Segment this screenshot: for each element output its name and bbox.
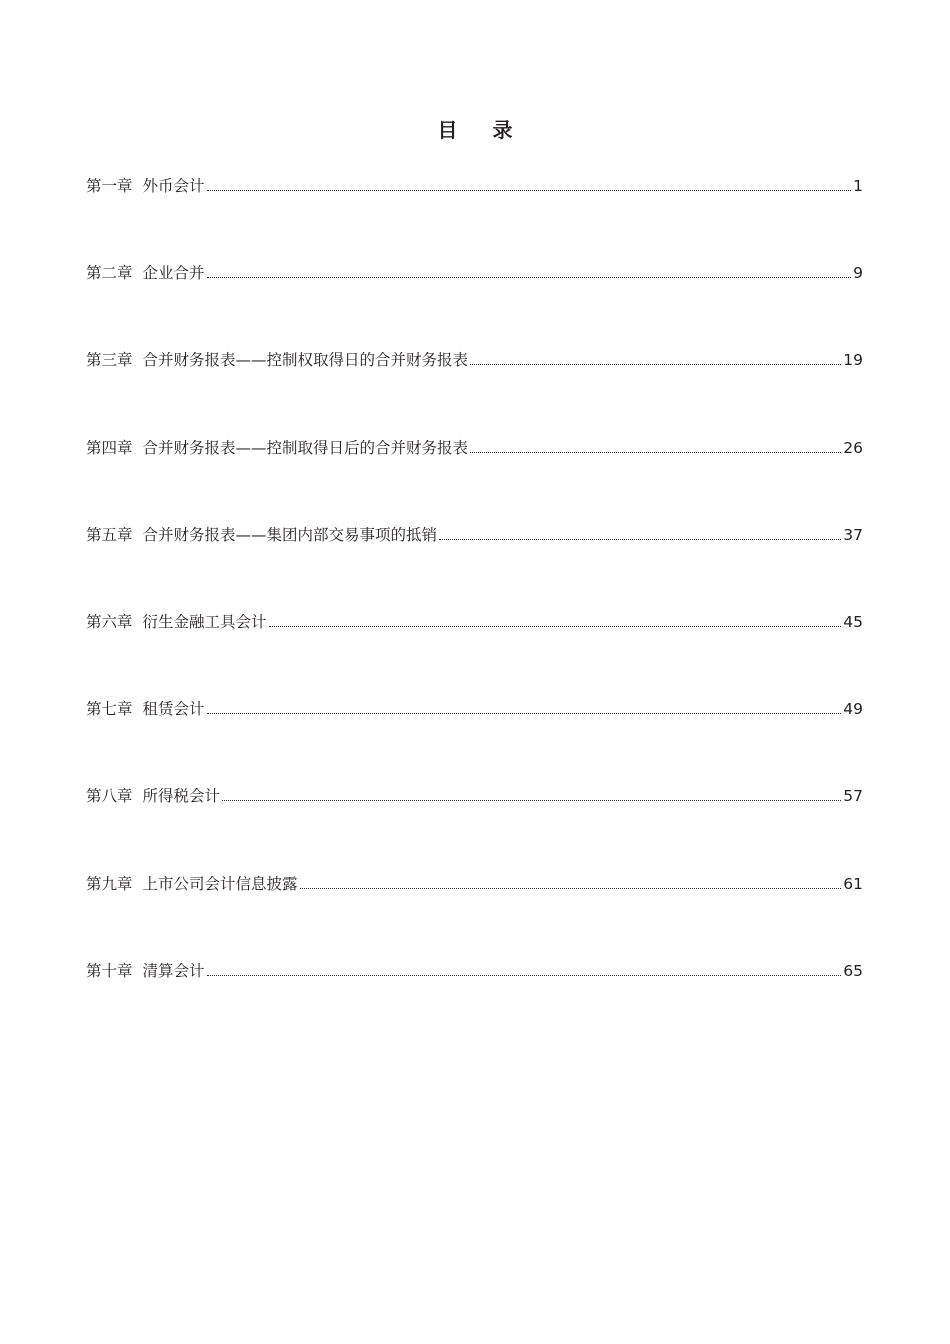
page-number: 9 [853,264,863,283]
table-of-contents [86,172,863,1044]
toc-entry[interactable] [86,259,863,287]
page-number: 65 [843,961,863,980]
dot-leader [269,626,842,627]
chapter-title: 合并财务报表——控制取得日后的合并财务报表 [142,438,469,457]
toc-entry[interactable] [86,695,863,723]
page-number: 19 [843,351,863,370]
chapter-number: 第六章 [86,612,133,631]
dot-leader [470,364,841,365]
chapter-title: 企业合并 [142,264,205,283]
page-number: 57 [843,787,863,806]
chapter-number: 第五章 [86,525,133,544]
dot-leader [222,800,841,801]
dot-leader [207,975,842,976]
chapter-number: 第七章 [86,700,133,719]
dot-leader [207,713,842,714]
chapter-number: 第八章 [86,787,133,806]
chapter-title: 租赁会计 [142,700,205,719]
toc-entry[interactable] [86,346,863,374]
page-number: 45 [843,612,863,631]
chapter-number: 第九章 [86,874,133,893]
chapter-title: 外币会计 [142,177,205,195]
chapter-title: 合并财务报表——集团内部交易事项的抵销 [142,525,438,544]
chapter-title: 合并财务报表——控制权取得日的合并财务报表 [142,351,469,370]
page-number: 61 [843,874,863,893]
chapter-number: 第四章 [86,438,133,457]
toc-entry[interactable] [86,521,863,549]
dot-leader [207,277,852,278]
chapter-title: 衍生金融工具会计 [142,612,267,631]
toc-entry[interactable] [86,172,863,200]
chapter-number: 第三章 [86,351,133,370]
dot-leader [300,888,842,889]
page-title: 目 录 [437,118,527,142]
chapter-number: 第十章 [86,961,133,980]
toc-entry[interactable] [86,434,863,462]
page-number: 37 [843,525,863,544]
page-number: 49 [843,700,863,719]
chapter-number: 第二章 [86,264,133,283]
chapter-number: 第一章 [86,177,133,195]
toc-entry[interactable] [86,782,863,810]
dot-leader [207,190,852,191]
toc-entry[interactable] [86,870,863,898]
chapter-title: 清算会计 [142,961,205,980]
chapter-title: 上市公司会计信息披露 [142,874,298,893]
toc-entry[interactable] [86,957,863,985]
page-number: 1 [853,177,863,195]
chapter-title: 所得税会计 [142,787,221,806]
toc-entry[interactable] [86,608,863,636]
dot-leader [470,452,841,453]
dot-leader [439,539,841,540]
page-number: 26 [843,438,863,457]
